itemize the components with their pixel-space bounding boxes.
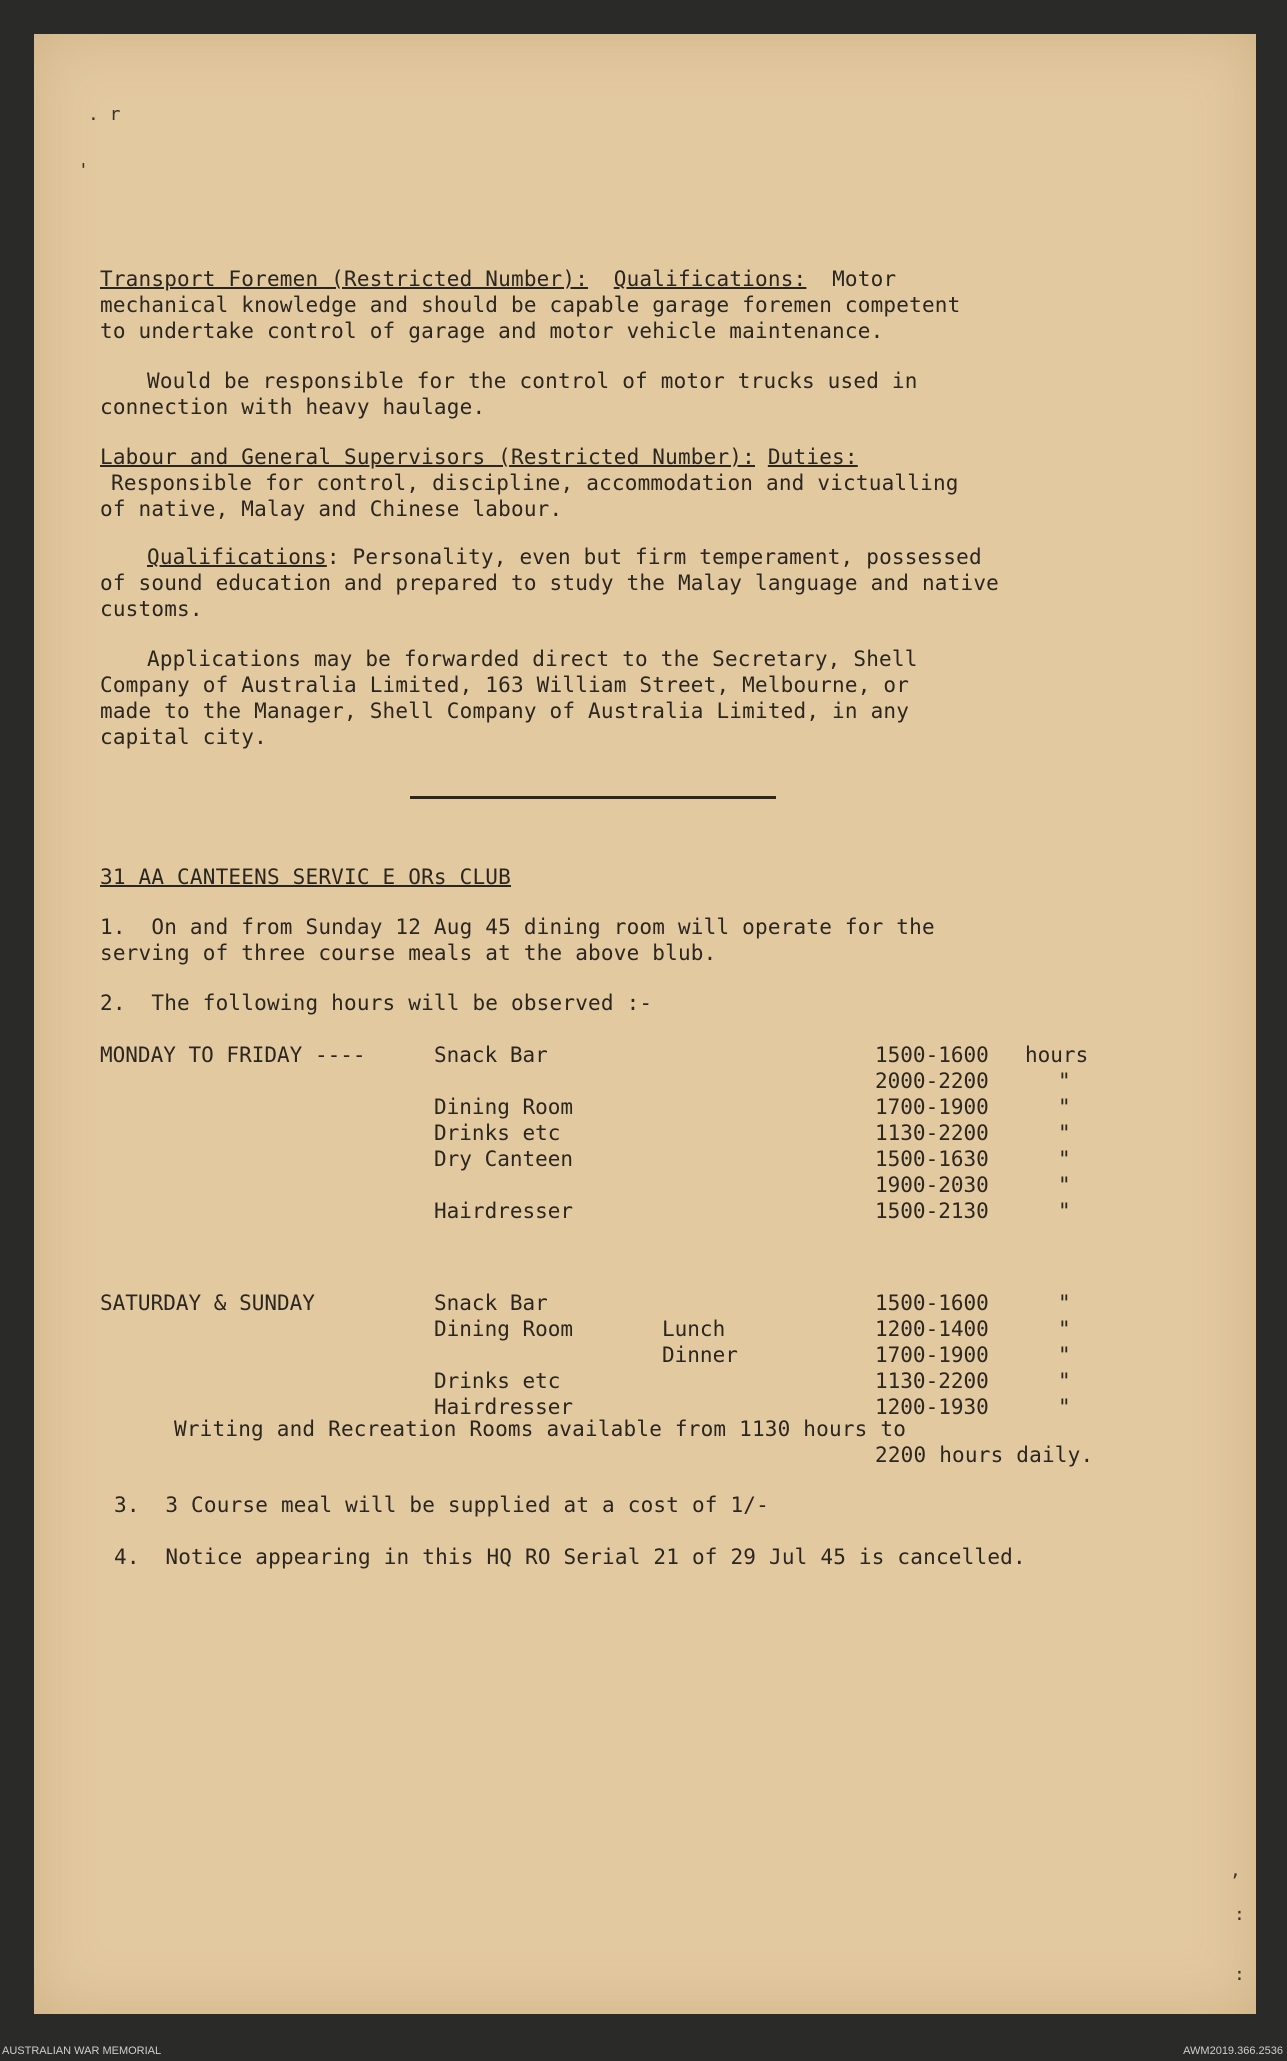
transport-heading-line — [100, 266, 896, 292]
dashes: ---- — [314, 1043, 366, 1067]
qualifications-label: Qualifications — [147, 545, 327, 569]
transport-heading: Transport Foremen (Restricted Number): — [100, 267, 589, 291]
ditto-mark: " — [1058, 1095, 1071, 1119]
item-1-cont: serving of three course meals at the above blub. — [100, 941, 717, 965]
schedule-meal: Dinner — [662, 1343, 738, 1367]
margin-mark: : — [1234, 1904, 1245, 1925]
schedule-hours: 1200-1400 — [875, 1317, 989, 1341]
text-line: Motor — [832, 267, 897, 291]
ditto-mark: " — [1058, 1069, 1071, 1093]
writing-rooms-line: Writing and Recreation Rooms available from 1130 hours to — [174, 1417, 907, 1441]
ditto-mark: " — [1058, 1369, 1071, 1393]
ditto-mark: " — [1058, 1317, 1071, 1341]
qualifications-line — [147, 544, 982, 570]
footer-right: AWM2019.366.2536 — [1183, 2045, 1283, 2057]
margin-mark: : — [1234, 1964, 1245, 1985]
hours-label: hours — [1025, 1043, 1089, 1067]
footer-left: AUSTRALIAN WAR MEMORIAL — [2, 2045, 162, 2057]
schedule-hours: 1130-2200 — [875, 1369, 989, 1393]
labour-heading-line — [100, 444, 858, 470]
item-4: 4. Notice appearing in this HQ RO Serial 21 of 29 Jul 45 is cancelled. — [114, 1545, 1026, 1569]
schedule-hours: 1700-1900 — [875, 1095, 989, 1119]
text-line: mechanical knowledge and should be capable garage foremen competent — [100, 293, 961, 317]
schedule-facility: Snack Bar — [434, 1291, 548, 1315]
ditto-mark: " — [1058, 1173, 1071, 1197]
schedule-facility: Snack Bar — [434, 1043, 548, 1067]
schedule-facility: Drinks etc — [434, 1121, 561, 1145]
text-line: connection with heavy haulage. — [100, 395, 486, 419]
ditto-mark: " — [1058, 1343, 1071, 1367]
text-line: customs. — [100, 597, 203, 621]
item-1: 1. On and from Sunday 12 Aug 45 dining room will operate for the — [100, 915, 935, 939]
schedule-facility: Dining Room — [434, 1095, 574, 1119]
ditto-mark: " — [1058, 1395, 1071, 1419]
text-line: of native, Malay and Chinese labour. — [100, 497, 563, 521]
duties-heading: Duties: — [767, 445, 858, 469]
text-line: Would be responsible for the control of motor trucks used in — [147, 369, 918, 393]
margin-mark: . r — [88, 104, 121, 125]
weekday-label: MONDAY TO FRIDAY — [100, 1043, 303, 1067]
ditto-mark: " — [1058, 1291, 1071, 1315]
qualifications-heading: Qualifications: — [613, 267, 807, 291]
club-title: 31 AA CANTEENS SERVIC E ORs CLUB — [100, 865, 511, 889]
text-line: to undertake control of garage and motor vehicle maintenance. — [100, 319, 884, 343]
text-line: Responsible for control, discipline, accommodation and victualling — [111, 471, 959, 495]
ditto-mark: " — [1058, 1121, 1071, 1145]
text-line: made to the Manager, Shell Company of Australia Limited, in any — [100, 699, 910, 723]
text-line: Applications may be forwarded direct to the Secretary, Shell — [147, 647, 918, 671]
schedule-hours: 1200-1930 — [875, 1395, 989, 1419]
text-line: Company of Australia Limited, 163 William Street, Melbourne, or — [100, 673, 910, 697]
schedule-hours: 1900-2030 — [875, 1173, 989, 1197]
schedule-hours: 1500-2130 — [875, 1199, 989, 1223]
schedule-hours: 1500-1600 — [875, 1043, 989, 1067]
weekday-label-line — [100, 1042, 366, 1068]
text-line: : Personality, even but firm temperament, possessed — [326, 545, 982, 569]
text-line: of sound education and prepared to study the Malay language and native — [100, 571, 1000, 595]
schedule-facility: Hairdresser — [434, 1395, 574, 1419]
weekend-label: SATURDAY & SUNDAY — [100, 1291, 315, 1315]
schedule-meal: Lunch — [662, 1317, 726, 1341]
schedule-hours: 1500-1600 — [875, 1291, 989, 1315]
writing-rooms-line-2: 2200 hours daily. — [875, 1443, 1094, 1467]
item-2: 2. The following hours will be observed :- — [100, 991, 653, 1015]
schedule-facility: Hairdresser — [434, 1199, 574, 1223]
ditto-mark: " — [1058, 1147, 1071, 1171]
margin-mark: ' — [78, 160, 89, 181]
schedule-facility: Dining Room — [434, 1317, 574, 1341]
item-3: 3. 3 Course meal will be supplied at a cost of 1/- — [114, 1493, 769, 1517]
schedule-hours: 1700-1900 — [875, 1343, 989, 1367]
section-divider — [410, 796, 776, 799]
labour-heading: Labour and General Supervisors (Restricted Number): — [100, 445, 755, 469]
schedule-facility: Dry Canteen — [434, 1147, 574, 1171]
schedule-hours: 2000-2200 — [875, 1069, 989, 1093]
margin-mark: , — [1230, 1860, 1241, 1881]
ditto-mark: " — [1058, 1199, 1071, 1223]
schedule-hours: 1130-2200 — [875, 1121, 989, 1145]
document-page — [34, 34, 1256, 2014]
schedule-hours: 1500-1630 — [875, 1147, 989, 1171]
schedule-facility: Drinks etc — [434, 1369, 561, 1393]
text-line: capital city. — [100, 725, 267, 749]
